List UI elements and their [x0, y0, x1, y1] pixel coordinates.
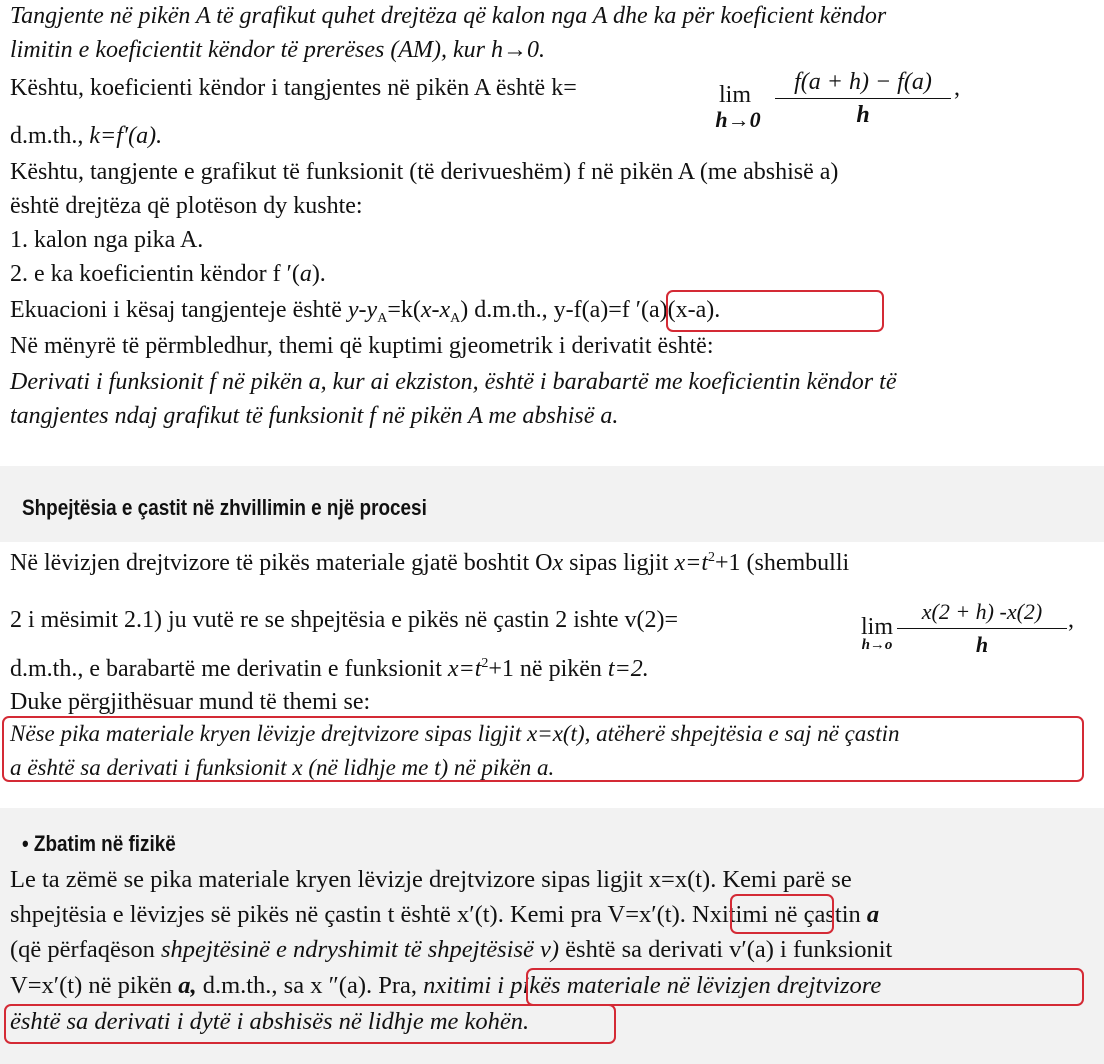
- highlight-box-tangent-equation: [666, 290, 884, 332]
- intro-line-1: Tangjente në pikën A të grafikut quhet drejtëza që kalon nga A dhe ka për koeficient këndor: [10, 3, 887, 29]
- p1-law: x=t: [674, 550, 708, 576]
- p3-t: t=2.: [607, 656, 649, 682]
- velocity-formula-highlight: V=x′(t).: [607, 901, 686, 928]
- l4-a: a,: [178, 972, 197, 999]
- p3-law: x=t: [447, 656, 482, 682]
- limit-subscript-2: h→o: [861, 637, 893, 653]
- highlight-box-acceleration-2: [4, 1004, 616, 1044]
- tangent-line-1: Kështu, tangjente e grafikut të funksionit (të derivueshëm) f në pikën A (me abshisë a): [10, 159, 839, 185]
- highlight-box-acceleration-1: [526, 968, 1084, 1006]
- section-1-paragraph-3: [10, 648, 649, 685]
- limit-operator-2: [852, 616, 902, 638]
- condition-2-a: a: [299, 261, 312, 287]
- dmth-text: d.m.th.,: [10, 123, 90, 149]
- boxed-statement-line-2: a është sa derivati i funksionit x (në lidhje me t) në pikën a.: [10, 755, 555, 780]
- l2-a: a: [866, 901, 880, 928]
- eq-y: y: [347, 297, 359, 323]
- p3-exponent: 2: [481, 656, 489, 671]
- eq-close: ) d.m.th.,: [460, 297, 554, 323]
- limit-subscript: h→0: [715, 107, 761, 132]
- l3-post: është sa derivati v′(a) i funksionit: [559, 936, 893, 963]
- eq-sub-a: A: [377, 311, 388, 326]
- section-1-paragraph-4: Duke përgjithësuar mund të themi se:: [10, 689, 371, 715]
- highlight-box-velocity-formula: [730, 894, 834, 934]
- section-2-title: • Zbatim në fizikë: [22, 831, 176, 856]
- condition-2-close: ).: [311, 261, 326, 287]
- fraction-denominator: h: [856, 102, 870, 128]
- condition-1: 1. kalon nga pika A.: [10, 227, 204, 253]
- eq-x: x: [420, 297, 432, 323]
- l2-post: Nxitimi në çastin: [685, 901, 867, 928]
- velocity-numerator: x(2 + h) -x(2): [897, 596, 1067, 629]
- p3-mid: +1 në pikën: [488, 656, 608, 682]
- condition-2-text: 2. e ka koeficientin këndor f ′(: [10, 261, 300, 287]
- section-2-line-1: Le ta zëmë se pika materiale kryen lëvizje drejtvizore sipas ligjit x=x(t). Kemi parë se: [10, 866, 852, 893]
- summary-line: Në mënyrë të përmbledhur, themi që kuptimi gjeometrik i derivatit është:: [10, 333, 714, 359]
- lim-symbol: lim: [718, 82, 751, 108]
- l3-italic: shpejtësinë e ndryshimit të shpejtësisë v): [161, 936, 560, 963]
- tangent-equation-line: [10, 294, 720, 335]
- slope-fraction: [775, 66, 951, 131]
- p1-exponent: 2: [707, 550, 715, 565]
- l3-text: (që përfaqëson: [10, 936, 162, 963]
- p1-x: x: [552, 550, 564, 576]
- acceleration-statement-part-1: nxitimi i pikës materiale në lëvizjen drejtvizore: [423, 972, 882, 999]
- equation-intro: Ekuacioni i kësaj tangjenteje është: [10, 297, 348, 323]
- tangent-equation-highlight: y-f(a)=f ′(a)(x-a).: [553, 297, 721, 323]
- l2-text: shpejtësia e lëvizjes së pikës në çastin t është x′(t). Kemi pra: [10, 901, 608, 928]
- fraction-numerator: f(a + h) − f(a): [775, 66, 951, 99]
- section-1-paragraph-1: [10, 542, 849, 579]
- tangent-line-2: është drejtëza që plotëson dy kushte:: [10, 193, 363, 219]
- boxed-statement-line-1: Nëse pika materiale kryen lëvizje drejtvizore sipas ligjit x=x(t), atëherë shpejtësia e saj në çastin: [10, 721, 900, 746]
- l4-mid: d.m.th., sa x ″(a). Pra,: [196, 972, 424, 999]
- slope-statement: [10, 72, 577, 104]
- section-1-paragraph-2: 2 i mësimit 2.1) ju vutë re se shpejtësia e pikës në çastin 2 ishte v(2)=: [10, 607, 679, 633]
- p1-text: Në lëvizjen drejtvizore të pikës materiale gjatë boshtit O: [10, 550, 553, 576]
- section-2-line-5: është sa derivati i dytë i abshisës në lidhje me kohën.: [10, 1008, 530, 1035]
- p3-text: d.m.th., e barabartë me derivatin e funksionit: [10, 656, 448, 682]
- highlight-box-velocity-statement: [2, 716, 1084, 782]
- eq-minus-x: -x: [431, 297, 451, 323]
- l4-text: V=x′(t) në pikën: [10, 972, 179, 999]
- k-equals-line: [10, 120, 162, 152]
- condition-2: [10, 258, 326, 290]
- k-equation: k=f′(a).: [89, 123, 163, 149]
- velocity-fraction: [897, 596, 1067, 661]
- fraction-comma: ,: [954, 75, 960, 101]
- p1-mid: sipas ligjit: [563, 550, 675, 576]
- section-2-line-3: [10, 934, 892, 966]
- eq-minus-y: -y: [358, 297, 378, 323]
- intro-line-2: limitin e koeficientit këndor të prerëses (AM), kur h→0.: [10, 37, 545, 63]
- eq-k: =k(: [387, 297, 421, 323]
- eq-sub-a2: A: [450, 311, 461, 326]
- section-1-title: Shpejtësia e çastit në zhvillimin e një procesi: [22, 495, 427, 520]
- limit-operator: [710, 84, 760, 106]
- velocity-denominator: h: [975, 632, 989, 657]
- p1-post: +1 (shembulli: [714, 550, 850, 576]
- definition-line-1: Derivati i funksionit f në pikën a, kur ai ekziston, është i barabartë me koeficientin këndor të: [10, 369, 897, 395]
- slope-text: Kështu, koeficienti këndor i tangjentes në pikën A është k=: [10, 75, 577, 101]
- lim-symbol-2: lim: [860, 614, 893, 640]
- velocity-comma: ,: [1068, 607, 1074, 633]
- definition-line-2: tangjentes ndaj grafikut të funksionit f në pikën A me abshisë a.: [10, 403, 619, 429]
